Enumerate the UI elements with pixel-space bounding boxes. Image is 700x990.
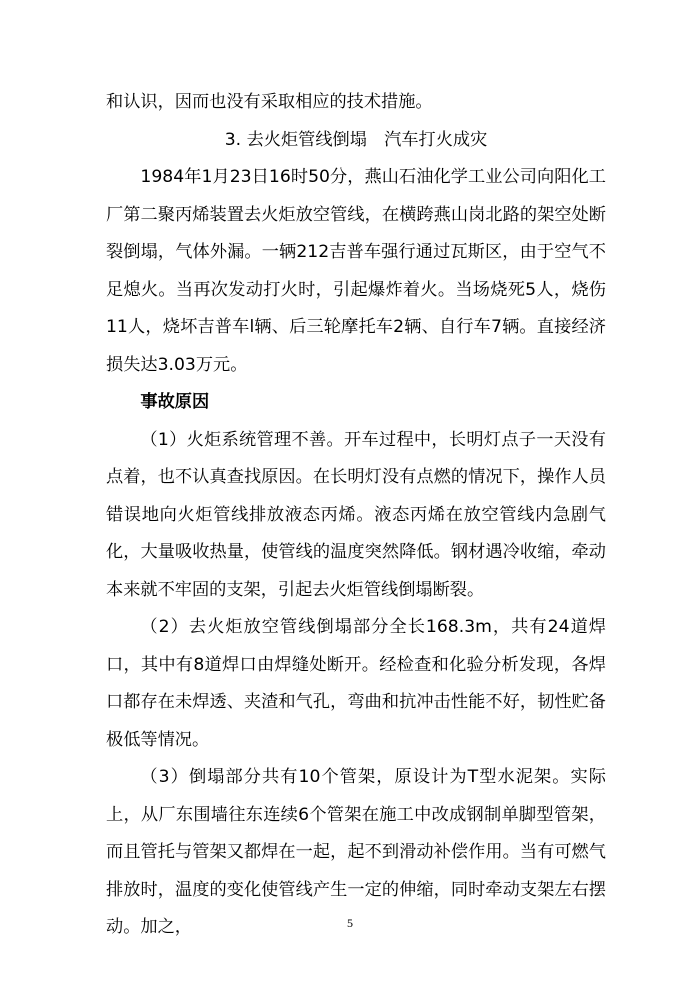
cause-paragraph-3: （3）倒塌部分共有10个管架，原设计为T型水泥架。实际上，从厂东围墙往东连续6个管架在施工中改成钢制单脚型管架，而且管托与管架又都焊在一起，起不到滑动补偿作用。当有可燃气排放时，温度的变化使管线产生一定的伸缩，同时牵动支架左右摆动。加之， [106, 767, 606, 937]
continuation-paragraph: 和认识，因而也没有采取相应的技术措施。 [106, 92, 433, 112]
body-text [106, 84, 606, 947]
section-number: 3. [224, 129, 242, 150]
section-title-part-2: 汽车打火成灾 [384, 129, 488, 150]
page-number: 5 [347, 916, 353, 930]
section-title [106, 122, 606, 160]
cause-paragraph-1: （1）火炬系统管理不善。开车过程中，长明灯点子一天没有点着，也不认真查找原因。在长明灯没有点燃的情况下，操作人员错误地向火炬管线排放液态丙烯。液态丙烯在放空管线内急剧气化，大量吸收热量，使管线的温度突然降低。钢材遇冷收缩，牵动本来就不牢固的支架，引起去火炬管线倒塌断裂。 [106, 429, 606, 600]
causes-heading: 事故原因 [140, 392, 210, 412]
section-title-part-1: 去火炬管线倒塌 [246, 129, 367, 150]
cause-paragraph-2: （2）去火炬放空管线倒塌部分全长168.3m，共有24道焊口，其中有8道焊口由焊缝处断开。经检查和化验分析发现，各焊口都存在未焊透、夹渣和气孔，弯曲和抗冲击性能不好，韧性贮备极低等情况。 [106, 617, 606, 750]
incident-paragraph: 1984年1月23日16时50分，燕山石油化学工业公司向阳化工厂第二聚丙烯装置去火炬放空管线，在横跨燕山岗北路的架空处断裂倒塌，气体外漏。一辆212吉普车强行通过瓦斯区，由于空气不足熄火。当再次发动打火时，引起爆炸着火。当场烧死5人，烧伤11人，烧坏吉普车l辆、后三轮摩托车2辆、自行车7辆。直接经济损失达3.03万元。 [106, 167, 606, 375]
